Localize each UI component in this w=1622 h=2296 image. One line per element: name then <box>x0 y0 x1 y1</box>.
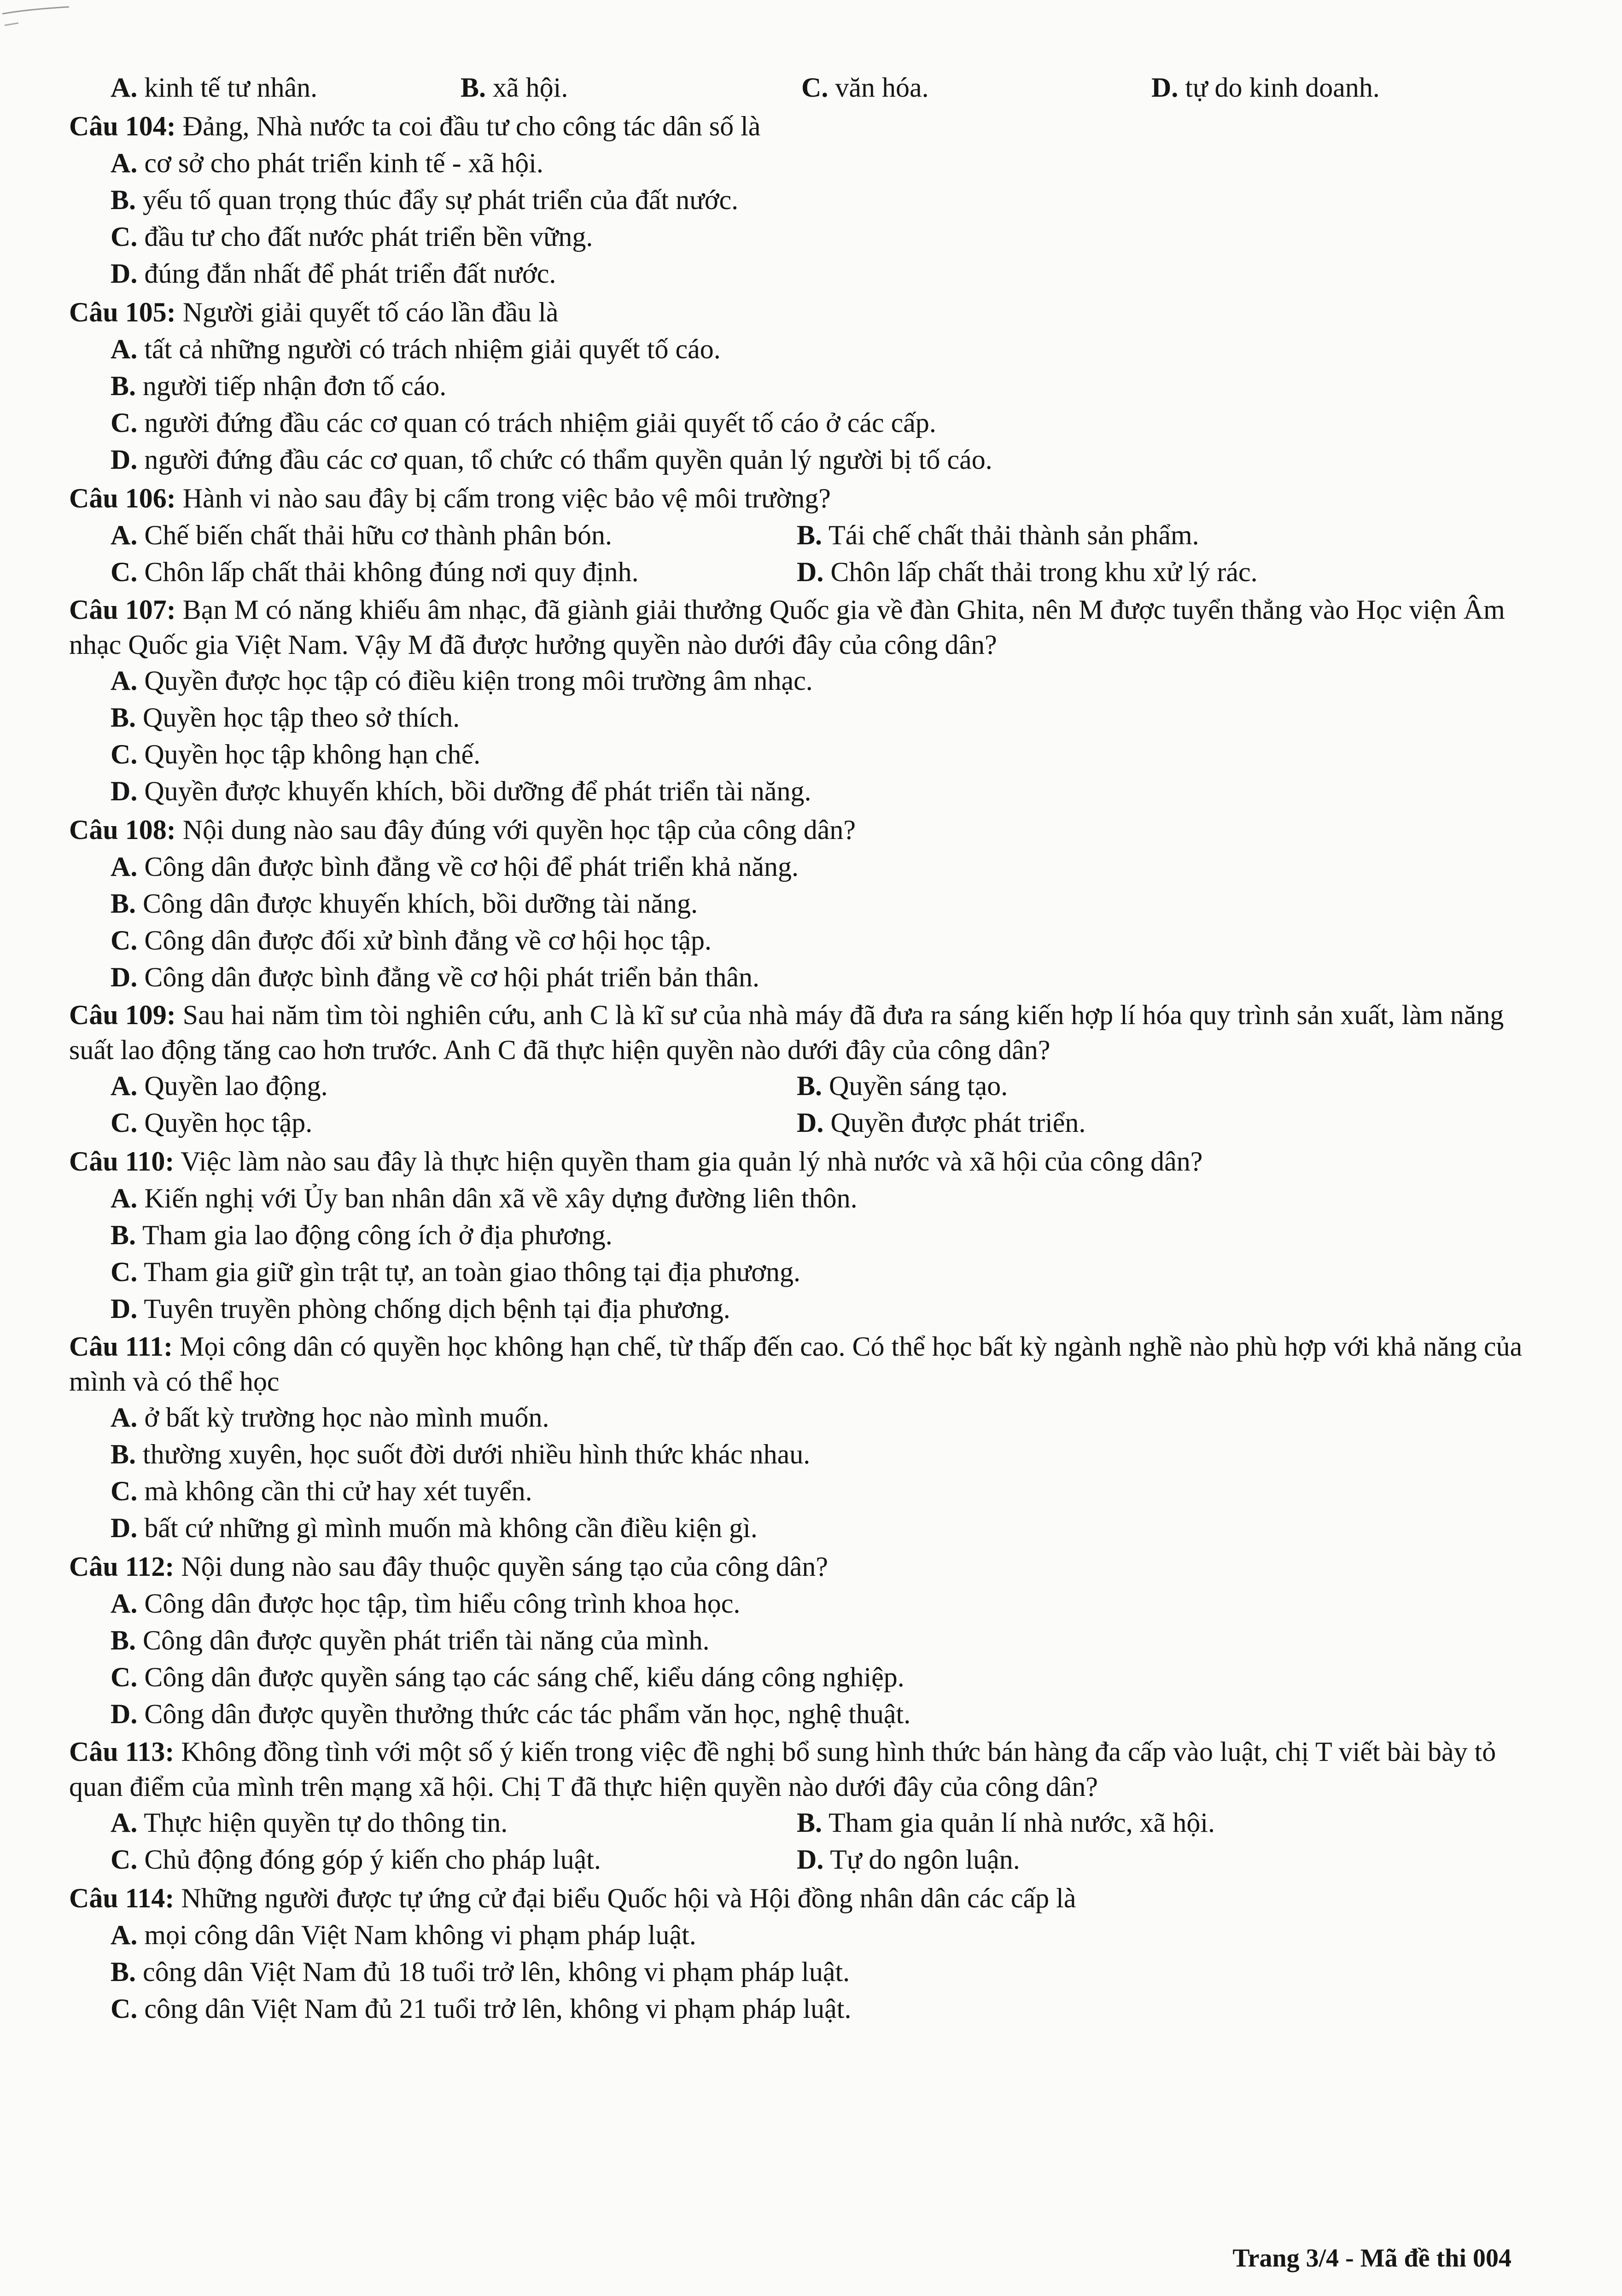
page-footer: Trang 3/4 - Mã đề thi 004 <box>1232 2244 1511 2273</box>
option-a: A. ở bất kỳ trường học nào mình muốn. <box>111 1402 549 1433</box>
option-a: A. Kiến nghị với Ủy ban nhân dân xã về xây dựng đường liên thôn. <box>111 1183 858 1213</box>
options-grid <box>69 1804 1543 1878</box>
question-109 <box>69 997 1543 1141</box>
option-d: D. người đứng đầu các cơ quan, tổ chức có thẩm quyền quản lý người bị tố cáo. <box>111 444 992 475</box>
option-d: D. tự do kinh doanh. <box>1151 72 1380 103</box>
option-b: B. Quyền sáng tạo. <box>797 1071 1008 1101</box>
option-a: A. mọi công dân Việt Nam không vi phạm pháp luật. <box>111 1920 696 1950</box>
option-b: B. thường xuyên, học suốt đời dưới nhiều hình thức khác nhau. <box>111 1439 811 1469</box>
question-stem: Câu 111: Mọi công dân có quyền học không hạn chế, từ thấp đến cao. Có thể học bất kỳ ngành nghề nào phù hợp với khả năng của mình và có thể học <box>69 1331 1523 1397</box>
options-grid <box>69 517 1543 590</box>
option-b: B. Công dân được khuyến khích, bồi dưỡng tài năng. <box>111 888 698 919</box>
option-b: B. Tái chế chất thải thành sản phẩm. <box>797 520 1199 550</box>
exam-page <box>69 69 1543 2027</box>
question-stem: Câu 108: Nội dung nào sau đây đúng với quyền học tập của công dân? <box>69 815 856 845</box>
option-c: C. Công dân được quyền sáng tạo các sáng chế, kiểu dáng công nghiệp. <box>111 1662 904 1692</box>
question-114 <box>69 1880 1543 2027</box>
option-c: C. đầu tư cho đất nước phát triển bền vững. <box>111 221 593 252</box>
option-d: D. bất cứ những gì mình muốn mà không cần điều kiện gì. <box>111 1513 758 1543</box>
option-c: C. văn hóa. <box>801 72 929 103</box>
question-105 <box>69 294 1543 478</box>
question-108 <box>69 811 1543 996</box>
option-c: C. Tham gia giữ gìn trật tự, an toàn giao thông tại địa phương. <box>111 1257 800 1287</box>
scan-artifact-mark <box>0 0 74 32</box>
question-stem: Câu 107: Bạn M có năng khiếu âm nhạc, đã giành giải thưởng Quốc gia về đàn Ghita, nên M được tuyển thẳng vào Học viện Âm nhạc Quốc gia Việt Nam. Vậy M đã được hưởng quyền nào dưới đây của công dân? <box>69 594 1505 660</box>
options-grid <box>69 1067 1543 1141</box>
option-b: B. yếu tố quan trọng thúc đẩy sự phát triển của đất nước. <box>111 185 739 215</box>
option-a: A. Quyền lao động. <box>111 1071 328 1101</box>
option-a: A. cơ sở cho phát triển kinh tế - xã hội. <box>111 148 543 178</box>
question-stem: Câu 110: Việc làm nào sau đây là thực hiện quyền tham gia quản lý nhà nước và xã hội của công dân? <box>69 1146 1203 1177</box>
option-d: D. Công dân được bình đẳng về cơ hội phát triển bản thân. <box>111 962 760 992</box>
option-d: D. Quyền được phát triển. <box>797 1107 1086 1138</box>
prev-question-options <box>69 69 1543 106</box>
option-a: A. Công dân được học tập, tìm hiểu công trình khoa học. <box>111 1588 741 1619</box>
option-c: C. Chôn lấp chất thải không đúng nơi quy định. <box>111 557 639 587</box>
option-b: B. người tiếp nhận đơn tố cáo. <box>111 371 447 401</box>
option-a: A. kinh tế tư nhân. <box>111 72 318 103</box>
question-104 <box>69 108 1543 292</box>
option-d: D. Công dân được quyền thưởng thức các tác phẩm văn học, nghệ thuật. <box>111 1699 911 1729</box>
question-stem: Câu 112: Nội dung nào sau đây thuộc quyền sáng tạo của công dân? <box>69 1551 828 1582</box>
question-113 <box>69 1734 1543 1878</box>
option-a: A. Chế biến chất thải hữu cơ thành phân bón. <box>111 520 613 550</box>
option-b: B. Công dân được quyền phát triển tài năng của mình. <box>111 1625 710 1655</box>
option-d: D. Chôn lấp chất thải trong khu xử lý rác. <box>797 557 1258 587</box>
question-stem: Câu 113: Không đồng tình với một số ý kiến trong việc đề nghị bổ sung hình thức bán hàng đa cấp vào luật, chị T viết bài bày tỏ quan điểm của mình trên mạng xã hội. Chị T đã thực hiện quyền nào dưới đây của công dân? <box>69 1737 1496 1802</box>
option-c: C. Công dân được đối xử bình đẳng về cơ hội học tập. <box>111 925 712 956</box>
option-d: D. Tự do ngôn luận. <box>797 1844 1020 1875</box>
question-107 <box>69 592 1543 810</box>
question-stem: Câu 109: Sau hai năm tìm tòi nghiên cứu, anh C là kĩ sư của nhà máy đã đưa ra sáng kiến hợp lí hóa quy trình sản xuất, làm năng suất lao động tăng cao hơn trước. Anh C đã thực hiện quyền nào dưới đây của công dân? <box>69 1000 1504 1065</box>
question-stem: Câu 114: Những người được tự ứng cử đại biểu Quốc hội và Hội đồng nhân dân các cấp là <box>69 1883 1076 1913</box>
option-b: B. xã hội. <box>461 72 568 103</box>
question-111 <box>69 1329 1543 1546</box>
option-c: C. Quyền học tập. <box>111 1107 313 1138</box>
option-d: D. Quyền được khuyến khích, bồi dưỡng để phát triển tài năng. <box>111 776 811 806</box>
option-b: B. Tham gia quản lí nhà nước, xã hội. <box>797 1807 1215 1838</box>
question-112 <box>69 1548 1543 1732</box>
option-b: B. Quyền học tập theo sở thích. <box>111 702 460 733</box>
option-a: A. tất cả những người có trách nhiệm giải quyết tố cáo. <box>111 334 721 364</box>
option-a: A. Quyền được học tập có điều kiện trong môi trường âm nhạc. <box>111 665 813 696</box>
question-110 <box>69 1143 1543 1327</box>
question-106 <box>69 480 1543 590</box>
question-stem: Câu 104: Đảng, Nhà nước ta coi đầu tư cho công tác dân số là <box>69 111 761 141</box>
option-d: D. đúng đắn nhất để phát triển đất nước. <box>111 258 556 289</box>
option-b: B. công dân Việt Nam đủ 18 tuổi trở lên, không vi phạm pháp luật. <box>111 1957 850 1987</box>
option-c: C. người đứng đầu các cơ quan có trách nhiệm giải quyết tố cáo ở các cấp. <box>111 408 936 438</box>
option-c: C. Chủ động đóng góp ý kiến cho pháp luật. <box>111 1844 601 1875</box>
option-a: A. Công dân được bình đẳng về cơ hội để phát triển khả năng. <box>111 851 799 882</box>
option-d: D. Tuyên truyền phòng chống dịch bệnh tại địa phương. <box>111 1294 730 1324</box>
option-b: B. Tham gia lao động công ích ở địa phương. <box>111 1220 613 1250</box>
question-stem: Câu 105: Người giải quyết tố cáo lần đầu là <box>69 297 559 327</box>
option-c: C. Quyền học tập không hạn chế. <box>111 739 481 769</box>
option-a: A. Thực hiện quyền tự do thông tin. <box>111 1807 508 1838</box>
option-c: C. mà không cần thi cử hay xét tuyển. <box>111 1476 532 1506</box>
option-c: C. công dân Việt Nam đủ 21 tuổi trở lên, không vi phạm pháp luật. <box>111 1993 852 2024</box>
question-stem: Câu 106: Hành vi nào sau đây bị cấm trong việc bảo vệ môi trường? <box>69 483 831 513</box>
